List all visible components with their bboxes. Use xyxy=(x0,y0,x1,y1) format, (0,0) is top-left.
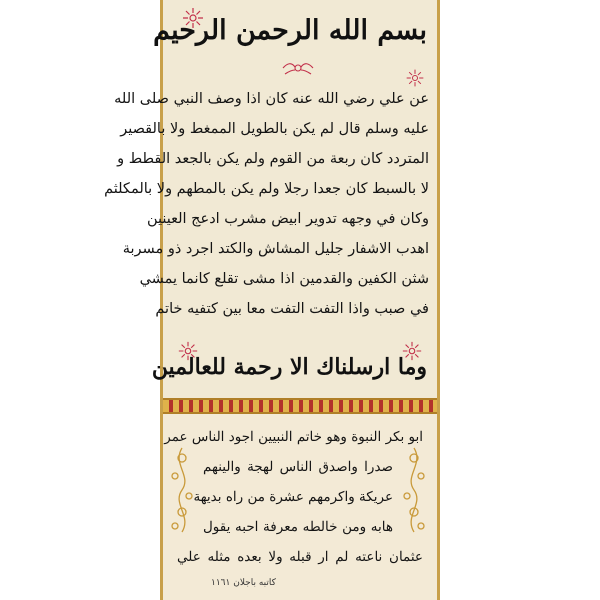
hilye-top-section xyxy=(104,0,437,398)
hadith-line: المتردد كان ربعة من القوم ولم يكن بالجعد القطط و xyxy=(117,151,429,167)
hadith-line: في صبب واذا التفت التفت معا بين كتفيه خاتم xyxy=(155,301,429,317)
hadith-line: لا بالسبط كان جعدا رجلا ولم يكن بالمطهم ولا بالمكلثم xyxy=(104,181,429,197)
companions-line: عريكة واكرمهم عشرة من راه بديهة xyxy=(193,489,393,505)
gilded-floral-right-ornament xyxy=(399,446,429,534)
calligrapher-signature: كاتبه باجلان ١١٦١ xyxy=(211,578,276,588)
companions-line: ابو بكر النبوة وهو خاتم النبيين اجود الناس عمر xyxy=(164,429,423,445)
hadith-line: عليه وسلم قال لم يكن بالطويل الممغط ولا بالقصير xyxy=(120,121,429,137)
quran-verse: وما ارسلناك الا رحمة للعالمين xyxy=(151,354,427,380)
ornamental-border-divider xyxy=(163,398,437,414)
hadith-line: عن علي رضي الله عنه كان اذا وصف النبي صلى الله xyxy=(114,91,429,107)
companions-section xyxy=(163,414,437,600)
hadith-line: شثن الكفين والقدمين اذا مشى تقلع كانما يمشي xyxy=(139,271,429,287)
companions-line: صدرا واصدق الناس لهجة والينهم xyxy=(203,459,393,475)
basmala-heading: بسم الله الرحمن الرحيم xyxy=(153,15,427,46)
hadith-line: اهدب الاشفار جليل المشاش والكتد اجرد ذو مسربة xyxy=(122,241,429,257)
rosette-center-ornament xyxy=(281,58,315,78)
hadith-line: وكان في وجهه تدوير ابيض مشرب ادعج العينين xyxy=(146,211,429,227)
companions-line: هابه ومن خالطه معرفة احبه يقول xyxy=(203,519,393,535)
companions-line: عثمان ناعته لم ار قبله ولا بعده مثله علي xyxy=(177,549,423,565)
calligraphy-panel xyxy=(104,0,440,600)
